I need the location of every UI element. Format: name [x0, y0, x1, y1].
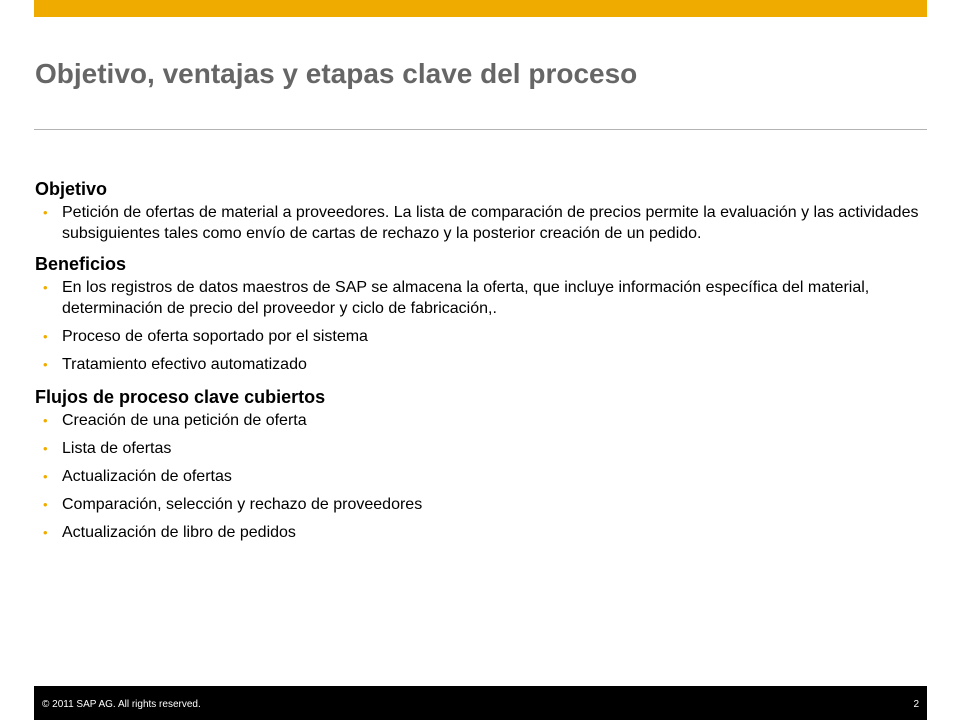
bullet-text: Proceso de oferta soportado por el sistema — [62, 328, 368, 345]
bullet-text: Tratamiento efectivo automatizado — [62, 356, 307, 373]
bullet-text: Lista de ofertas — [62, 440, 172, 457]
copyright-text: © 2011 SAP AG. All rights reserved. — [42, 699, 201, 710]
bullet-icon: • — [43, 413, 48, 428]
page-number: 2 — [913, 699, 919, 710]
bullet-text: Actualización de libro de pedidos — [62, 524, 296, 541]
bullet-item — [35, 410, 925, 431]
bullet-icon: • — [43, 525, 48, 540]
bullet-item — [35, 522, 925, 543]
bullet-icon: • — [43, 205, 48, 220]
bullet-text: Actualización de ofertas — [62, 468, 232, 485]
bullet-item — [35, 494, 925, 515]
section-objetivo — [35, 176, 925, 244]
bullet-text: Petición de ofertas de material a proveedores. La lista de comparación de precios permite la evaluación y las actividades subsiguientes tales como envío de cartas de rechazo y la posterior creación de un pedido. — [62, 204, 919, 242]
bullet-item — [35, 202, 925, 244]
bullet-item — [35, 354, 925, 375]
bullet-text: Comparación, selección y rechazo de proveedores — [62, 496, 423, 513]
bullet-icon: • — [43, 280, 48, 295]
bullet-item — [35, 277, 925, 319]
bullet-icon: • — [43, 357, 48, 372]
section-beneficios — [35, 251, 925, 375]
bullet-text: En los registros de datos maestros de SAP se almacena la oferta, que incluye información específica del material, determinación de precio del proveedor y ciclo de fabricación,. — [62, 279, 870, 317]
bullet-item — [35, 466, 925, 487]
bullet-text: Creación de una petición de oferta — [62, 412, 307, 429]
slide-content — [35, 176, 925, 550]
bullet-icon: • — [43, 329, 48, 344]
section-flujos — [35, 384, 925, 543]
slide-title: Objetivo, ventajas y etapas clave del proceso — [35, 58, 638, 89]
bullet-icon: • — [43, 469, 48, 484]
section-heading: Objetivo — [35, 179, 108, 199]
title-divider — [34, 129, 927, 130]
bullet-list — [35, 277, 925, 375]
bullet-list — [35, 202, 925, 244]
top-accent-bar — [34, 0, 927, 17]
bullet-icon: • — [43, 441, 48, 456]
bullet-list — [35, 410, 925, 543]
bullet-icon: • — [43, 497, 48, 512]
bullet-item — [35, 326, 925, 347]
section-heading: Flujos de proceso clave cubiertos — [35, 387, 326, 407]
footer-bar — [34, 686, 927, 720]
bullet-item — [35, 438, 925, 459]
section-heading: Beneficios — [35, 254, 127, 274]
